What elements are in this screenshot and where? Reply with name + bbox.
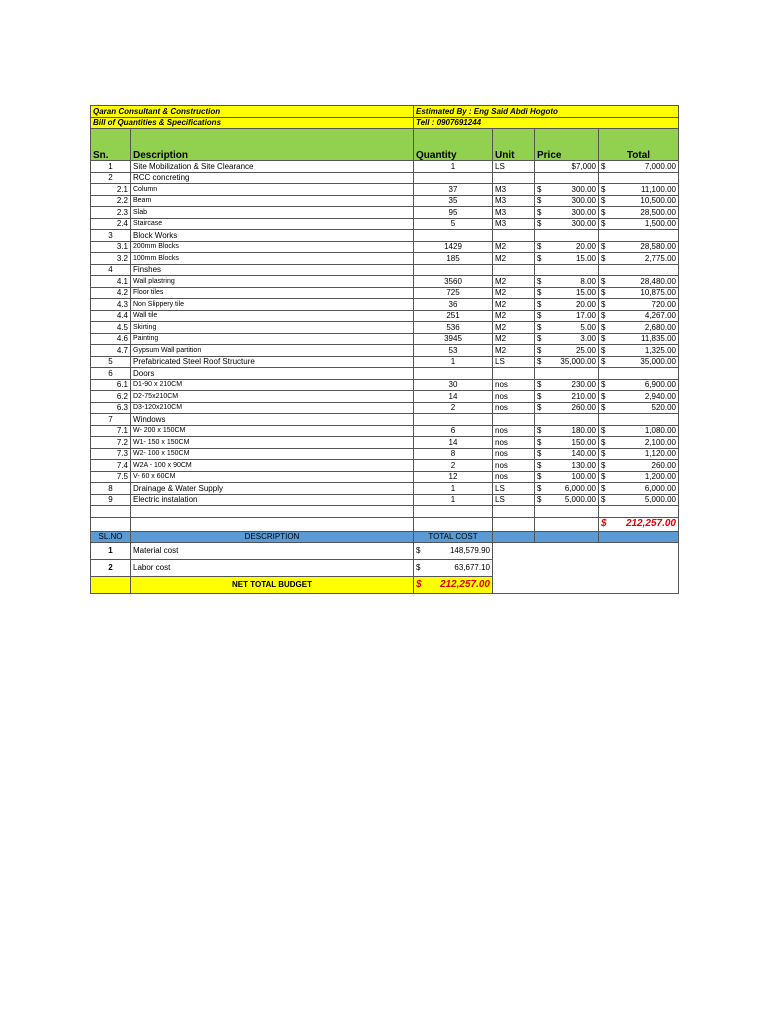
row-total: $ 28,500.00 [599,207,679,219]
row-price: $ 20.00 [535,241,599,253]
row-unit: M3 [493,218,535,230]
item-row [91,437,679,449]
row-sn: 7.4 [91,460,131,472]
row-sn: 5 [91,356,131,368]
row-price: $ 210.00 [535,391,599,403]
boq-table [90,105,679,594]
row-price: $ 20.00 [535,299,599,311]
row-unit: nos [493,402,535,414]
row-quantity: 35 [414,195,493,207]
summary-cost: 148,579.90 [449,546,490,556]
col-total: Total [599,129,679,161]
item-row [91,184,679,196]
row-sn: 6.2 [91,391,131,403]
title-row [91,117,679,129]
row-unit: nos [493,425,535,437]
row-quantity: 12 [414,471,493,483]
row-quantity: 1 [414,356,493,368]
row-total: $ 6,000.00 [599,483,679,495]
row-total: $ 1,080.00 [599,425,679,437]
row-description: D3-120x210CM [131,402,414,414]
item-row [91,241,679,253]
row-description: W2- 100 x 150CM [131,448,414,460]
row-total: $ 1,325.00 [599,345,679,357]
net-total-value: 212,257.00 [439,579,490,591]
row-description: Doors [131,368,414,380]
row-price: $7,000 [535,161,599,173]
row-description: Wall plastring [131,276,414,288]
row-price: $ 140.00 [535,448,599,460]
row-description: Painting [131,333,414,345]
row-unit: M2 [493,276,535,288]
row-total: $ 5,000.00 [599,494,679,506]
row-sn: 8 [91,483,131,495]
section-row [91,230,679,242]
row-unit: M2 [493,253,535,265]
row-quantity: 1 [414,161,493,173]
row-price: $ 300.00 [535,184,599,196]
row-quantity: 36 [414,299,493,311]
row-total: $ 11,100.00 [599,184,679,196]
row-description: D1-90 x 210CM [131,379,414,391]
row-total: $ 10,500.00 [599,195,679,207]
row-sn: 4.3 [91,299,131,311]
row-sn: 4.2 [91,287,131,299]
summary-cost: 63,677.10 [454,563,490,573]
row-unit: LS [493,494,535,506]
row-quantity: 725 [414,287,493,299]
row-total: $ 2,940.00 [599,391,679,403]
row-price: $ 260.00 [535,402,599,414]
col-sn: Sn. [91,129,131,161]
summary-cost-cell: $ 148,579.90 [414,543,493,560]
section-row [91,494,679,506]
item-row [91,471,679,483]
item-row [91,218,679,230]
item-row [91,287,679,299]
section-row [91,356,679,368]
row-sn: 7 [91,414,131,426]
row-description: Electric instalation [131,494,414,506]
row-quantity [414,264,493,276]
doc-title: Bill of Quantities & Specifications [91,117,414,129]
section-row [91,368,679,380]
row-unit: nos [493,379,535,391]
row-total: $ 10,875.00 [599,287,679,299]
company-row [91,106,679,118]
grand-total: 212,257.00 [625,518,676,530]
row-quantity: 1 [414,483,493,495]
row-sn: 3.1 [91,241,131,253]
row-price: $ 25.00 [535,345,599,357]
row-price: $ 3.00 [535,333,599,345]
col-price: Price [535,129,599,161]
row-total: $ 520.00 [599,402,679,414]
row-quantity: 53 [414,345,493,357]
row-sn: 6 [91,368,131,380]
row-quantity: 6 [414,425,493,437]
row-total: $ 1,120.00 [599,448,679,460]
row-unit: nos [493,460,535,472]
row-sn: 1 [91,161,131,173]
row-unit: M2 [493,310,535,322]
row-price: $ 300.00 [535,218,599,230]
row-sn: 4 [91,264,131,276]
row-sn: 3.2 [91,253,131,265]
row-total: $ 2,100.00 [599,437,679,449]
row-total [599,414,679,426]
row-sn: 7.2 [91,437,131,449]
item-row [91,391,679,403]
row-description: V- 60 x 60CM [131,471,414,483]
row-price: $ 6,000.00 [535,483,599,495]
currency-symbol: $ [601,518,607,530]
row-unit: M2 [493,345,535,357]
row-total [599,230,679,242]
row-unit: nos [493,437,535,449]
tel: Tell : 0907691244 [414,117,679,129]
row-price [535,414,599,426]
row-description: Gypsum Wall partition [131,345,414,357]
item-row [91,345,679,357]
row-total: $ 28,480.00 [599,276,679,288]
row-quantity: 536 [414,322,493,334]
company-name: Qaran Consultant & Construction [91,106,414,118]
grand-total-row [91,517,679,531]
row-quantity: 14 [414,437,493,449]
row-unit: nos [493,391,535,403]
row-price: $ 150.00 [535,437,599,449]
summary-desc: Material cost [131,543,414,560]
row-total [599,368,679,380]
row-price: $ 5.00 [535,322,599,334]
item-row [91,253,679,265]
row-description: Slab [131,207,414,219]
row-description: Staircase [131,218,414,230]
summary-col-slno: SL.NO [91,531,131,543]
row-description: RCC concreting [131,172,414,184]
item-row [91,322,679,334]
row-description: Non Slippery tile [131,299,414,311]
row-total: $ 28,580.00 [599,241,679,253]
col-quantity: Quantity [414,129,493,161]
section-row [91,172,679,184]
summary-no: 2 [91,560,131,577]
summary-col-desc: DESCRIPTION [131,531,414,543]
row-total: $ 35,000.00 [599,356,679,368]
section-row [91,264,679,276]
summary-col-cost: TOTAL COST [414,531,493,543]
row-total: $ 1,200.00 [599,471,679,483]
column-header-row [91,129,679,161]
col-unit: Unit [493,129,535,161]
row-unit: LS [493,356,535,368]
row-price: $ 300.00 [535,195,599,207]
row-quantity: 3560 [414,276,493,288]
item-row [91,460,679,472]
summary-header-row [91,531,679,543]
row-description: 200mm Blocks [131,241,414,253]
row-unit: LS [493,483,535,495]
row-sn: 2 [91,172,131,184]
row-sn: 4.7 [91,345,131,357]
row-quantity [414,368,493,380]
row-sn: 2.4 [91,218,131,230]
row-unit: M2 [493,333,535,345]
row-description: W2A - 100 x 90CM [131,460,414,472]
net-total-label: NET TOTAL BUDGET [131,577,414,594]
row-sn: 2.1 [91,184,131,196]
summary-row [91,543,679,560]
row-quantity: 30 [414,379,493,391]
row-total: $ 1,500.00 [599,218,679,230]
row-unit [493,368,535,380]
item-row [91,379,679,391]
row-price: $ 100.00 [535,471,599,483]
row-unit: M2 [493,322,535,334]
row-description: Beam [131,195,414,207]
row-sn: 7.1 [91,425,131,437]
row-quantity: 8 [414,448,493,460]
row-unit: M2 [493,299,535,311]
row-price: $ 15.00 [535,253,599,265]
row-description: D2-75x210CM [131,391,414,403]
row-description: Finshes [131,264,414,276]
row-price: $ 5,000.00 [535,494,599,506]
row-description: W1- 150 x 150CM [131,437,414,449]
row-unit [493,172,535,184]
row-description: Drainage & Water Supply [131,483,414,495]
row-quantity: 14 [414,391,493,403]
net-total-cell: $ 212,257.00 [414,577,493,594]
row-quantity: 95 [414,207,493,219]
row-price: $ 17.00 [535,310,599,322]
row-price: $ 180.00 [535,425,599,437]
item-row [91,333,679,345]
row-quantity: 37 [414,184,493,196]
row-description: Site Mobilization & Site Clearance [131,161,414,173]
row-description: Skirting [131,322,414,334]
row-unit: M2 [493,241,535,253]
row-description: Windows [131,414,414,426]
row-quantity [414,230,493,242]
row-description: W- 200 x 150CM [131,425,414,437]
row-quantity [414,172,493,184]
row-total [599,264,679,276]
row-unit [493,230,535,242]
row-total: $ 6,900.00 [599,379,679,391]
row-price [535,264,599,276]
row-quantity: 2 [414,402,493,414]
estimated-by: Estimated By : Eng Said Abdi Hogoto [414,106,679,118]
row-unit [493,264,535,276]
item-row [91,448,679,460]
row-quantity: 251 [414,310,493,322]
row-quantity: 1 [414,494,493,506]
row-sn: 4.1 [91,276,131,288]
row-price [535,368,599,380]
row-total: $ 720.00 [599,299,679,311]
row-total: $ 260.00 [599,460,679,472]
row-quantity: 3945 [414,333,493,345]
row-sn: 2.2 [91,195,131,207]
item-row [91,299,679,311]
row-price [535,230,599,242]
section-row [91,414,679,426]
row-price: $ 130.00 [535,460,599,472]
row-description: Prefabricated Steel Roof Structure [131,356,414,368]
row-description: Floor tiles [131,287,414,299]
row-description: Column [131,184,414,196]
row-price: $ 15.00 [535,287,599,299]
row-sn: 9 [91,494,131,506]
item-row [91,402,679,414]
row-sn: 4.6 [91,333,131,345]
row-sn: 6.3 [91,402,131,414]
row-price: $ 300.00 [535,207,599,219]
row-unit: M2 [493,287,535,299]
col-description: Description [131,129,414,161]
row-sn: 3 [91,230,131,242]
item-row [91,425,679,437]
row-sn: 7.3 [91,448,131,460]
item-row [91,310,679,322]
summary-no: 1 [91,543,131,560]
row-unit: LS [493,161,535,173]
row-quantity [414,414,493,426]
row-unit: nos [493,471,535,483]
row-sn: 2.3 [91,207,131,219]
row-total: $ 2,680.00 [599,322,679,334]
row-description: Wall tile [131,310,414,322]
row-unit: nos [493,448,535,460]
summary-desc: Labor cost [131,560,414,577]
row-quantity: 1429 [414,241,493,253]
row-quantity: 185 [414,253,493,265]
item-row [91,276,679,288]
row-description: 100mm Blocks [131,253,414,265]
row-total: $ 7,000.00 [599,161,679,173]
row-total: $ 11,835.00 [599,333,679,345]
row-description: Block Works [131,230,414,242]
row-price [535,172,599,184]
item-row [91,195,679,207]
summary-cost-cell: $ 63,677.10 [414,560,493,577]
row-price: $ 8.00 [535,276,599,288]
row-total: $ 2,775.00 [599,253,679,265]
row-total: $ 4,267.00 [599,310,679,322]
row-unit: M3 [493,207,535,219]
row-price: $ 230.00 [535,379,599,391]
row-price: $ 35,000.00 [535,356,599,368]
row-sn: 4.4 [91,310,131,322]
row-total [599,172,679,184]
row-unit [493,414,535,426]
item-row [91,207,679,219]
row-sn: 4.5 [91,322,131,334]
blank-row [91,506,679,518]
row-sn: 7.5 [91,471,131,483]
row-unit: M3 [493,195,535,207]
row-sn: 6.1 [91,379,131,391]
row-unit: M3 [493,184,535,196]
row-quantity: 2 [414,460,493,472]
section-row [91,483,679,495]
grand-total-cell [599,517,679,531]
row-quantity: 5 [414,218,493,230]
section-row [91,161,679,173]
